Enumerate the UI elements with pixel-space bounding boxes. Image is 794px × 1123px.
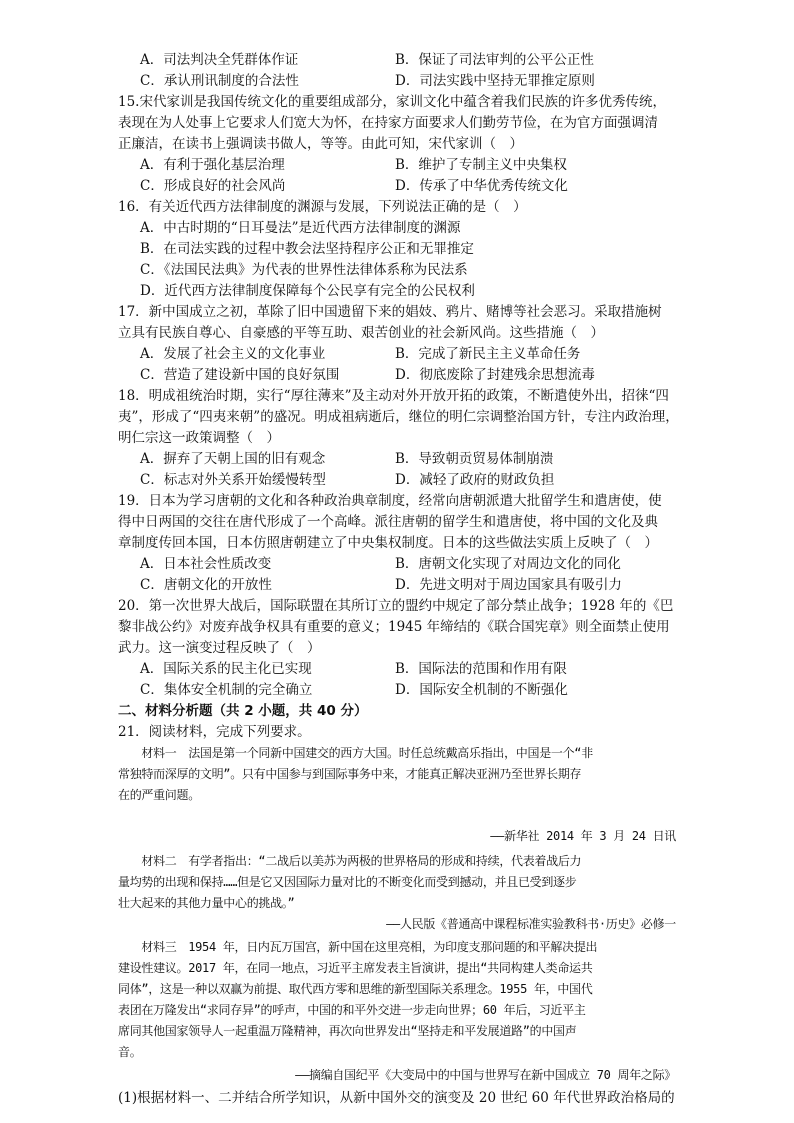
q20-stem-line: 黎非战公约》对废弃战争权具有重要的意义；1945 年缔结的《联合国宪章》则全面禁止使用	[118, 619, 670, 635]
q16-stem: 16．有关近代西方法律制度的渊源与发展，下列说法正确的是（ ）	[118, 199, 527, 215]
q18-stem-line: 明仁宗这一政策调整（ ）	[118, 430, 280, 446]
q21-stem: 21．阅读材料，完成下列要求。	[118, 724, 311, 740]
q18-option-b: B．导致朝贡贸易体制崩溃	[395, 451, 554, 467]
material-1-source: ——新华社 2014 年 3 月 24 日讯	[490, 829, 676, 843]
q15-stem-line: 15.宋代家训是我国传统文化的重要组成部分，家训文化中蕴含着我们民族的许多优秀传统，	[118, 94, 666, 110]
q15-option-b: B．维护了专制主义中央集权	[395, 157, 567, 173]
q19-stem-line: 得中日两国的交往在唐代形成了一个高峰。派往唐朝的留学生和遣唐使，将中国的文化及典	[118, 514, 658, 530]
q14-option-a: A．司法判决全凭群体作证	[140, 52, 299, 68]
q15-stem-line: 表现在为人处事上它要求人们宽大为怀，在持家方面要求人们勤劳节俭，在为官方面强调清	[118, 115, 658, 131]
q18-option-c: C．标志对外关系开始缓慢转型	[140, 472, 326, 488]
q21-subquestion-1: (1)根据材料一、二并结合所学知识，从新中国外交的演变及 20 世纪 60 年代世界政治格局的	[118, 1090, 675, 1106]
q16-option-b: B．在司法实践的过程中教会法坚持程序公正和无罪推定	[140, 241, 474, 257]
material-3-line: 同体”，这是一种以双赢为前提、取代西方零和思维的新型国际关系理念。1955 年，中国代	[118, 982, 593, 996]
q15-stem-line: 正廉洁，在读书上强调读书做人，等等。由此可知，宋代家训（ ）	[118, 136, 523, 152]
q17-stem-line: 17．新中国成立之初，革除了旧中国遗留下来的娼妓、鸦片、赌博等社会恶习。采取措施树	[118, 304, 662, 320]
material-3-line: 建设性建议。2017 年，在同一地点，习近平主席发表主旨演讲，提出“共同构建人类命运共	[118, 961, 593, 975]
q20-stem-line: 武力。这一演变过程反映了（ ）	[118, 640, 321, 656]
q19-stem-line: 章制度传回本国，日本仿照唐朝建立了中央集权制度。日本的这些做法实质上反映了（ ）	[118, 535, 658, 551]
q14-option-c: C．承认刑讯制度的合法性	[140, 73, 299, 89]
q17-option-c: C．营造了建设新中国的良好氛围	[140, 367, 340, 383]
q17-option-a: A．发展了社会主义的文化事业	[140, 346, 326, 362]
material-1-line: 材料一 法国是第一个同新中国建交的西方大国。时任总统戴高乐指出，中国是一个“非	[118, 746, 593, 760]
q19-option-c: C．唐朝文化的开放性	[140, 577, 272, 593]
q19-option-a: A．日本社会性质改变	[140, 556, 272, 572]
material-3-line: 材料三 1954 年，日内瓦万国宫，新中国在这里亮相，为印度支那问题的和平解决提出	[118, 940, 598, 954]
q20-option-a: A．国际关系的民主化已实现	[140, 661, 312, 677]
q15-option-c: C．形成良好的社会风尚	[140, 178, 286, 194]
q20-stem-line: 20．第一次世界大战后，国际联盟在其所订立的盟约中规定了部分禁止战争；1928 年的《巴	[118, 598, 674, 614]
q16-option-a: A．中古时期的“日耳曼法”是近代西方法律制度的渊源	[140, 220, 461, 236]
material-3-line: 表团在万隆发出“求同存异”的呼声，中国的和平外交进一步走向世界；60 年后，习近平主	[118, 1003, 586, 1017]
q19-stem-line: 19．日本为学习唐朝的文化和各种政治典章制度，经常向唐朝派遣大批留学生和遣唐使，使	[118, 493, 662, 509]
q19-option-b: B．唐朝文化实现了对周边文化的同化	[395, 556, 621, 572]
q20-option-b: B．国际法的范围和作用有限	[395, 661, 567, 677]
material-2-line: 量均势的出现和保持……但是它又因国际力量对比的不断变化而受到撼动，并且已受到逐步	[118, 875, 577, 889]
q20-option-d: D．国际安全机制的不断强化	[395, 682, 568, 698]
material-3-line: 席同其他国家领导人一起重温万隆精神，再次向世界发出“坚持走和平发展道路”的中国声	[118, 1024, 577, 1038]
q18-stem-line: 18．明成祖统治时期，实行“厚往薄来”及主动对外开放开拓的政策，不断遣使外出，招徕“四	[118, 388, 669, 404]
q14-option-d: D．司法实践中坚持无罪推定原则	[395, 73, 595, 89]
section-heading: 二、材料分析题（共 2 小题，共 40 分）	[118, 703, 368, 719]
q16-option-d: D．近代西方法律制度保障每个公民享有完全的公民权利	[140, 283, 475, 299]
q14-option-b: B．保证了司法审判的公平公正性	[395, 52, 594, 68]
material-1-line: 常独特而深厚的文明”。只有中国参与到国际事务中来，才能真正解决亚洲乃至世界长期存	[118, 767, 582, 781]
q20-option-c: C．集体安全机制的完全确立	[140, 682, 313, 698]
material-2-line: 壮大起来的其他力量中心的挑战。”	[118, 896, 295, 910]
q17-option-b: B．完成了新民主主义革命任务	[395, 346, 581, 362]
q15-option-a: A．有利于强化基层治理	[140, 157, 285, 173]
q17-option-d: D．彻底废除了封建残余思想流毒	[395, 367, 595, 383]
material-2-source: ——人民版《普通高中课程标准实验教科书·历史》必修一	[386, 917, 676, 931]
q18-option-d: D．减轻了政府的财政负担	[395, 472, 555, 488]
q16-option-c: C．《法国民法典》为代表的世界性法律体系称为民法系	[140, 262, 468, 278]
q15-option-d: D．传承了中华优秀传统文化	[395, 178, 568, 194]
q18-option-a: A．摒弃了天朝上国的旧有观念	[140, 451, 326, 467]
q18-stem-line: 夷”，形成了“四夷来朝”的盛况。明成祖病逝后，继位的明仁宗调整治国方针，专注内政治理，	[118, 409, 679, 425]
q17-stem-line: 立具有民族自尊心、自豪感的平等互助、艰苦创业的社会新风尚。这些措施（ ）	[118, 325, 604, 341]
material-3-line: 音。	[118, 1045, 142, 1059]
q19-option-d: D．先进文明对于周边国家具有吸引力	[395, 577, 622, 593]
material-1-line: 在的严重问题。	[118, 788, 200, 802]
material-2-line: 材料二 有学者指出：“二战后以美苏为两极的世界格局的形成和持续，代表着战后力	[118, 854, 582, 868]
material-3-source: ——摘编自国纪平《大变局中的中国与世界写在新中国成立 70 周年之际》	[295, 1068, 676, 1082]
